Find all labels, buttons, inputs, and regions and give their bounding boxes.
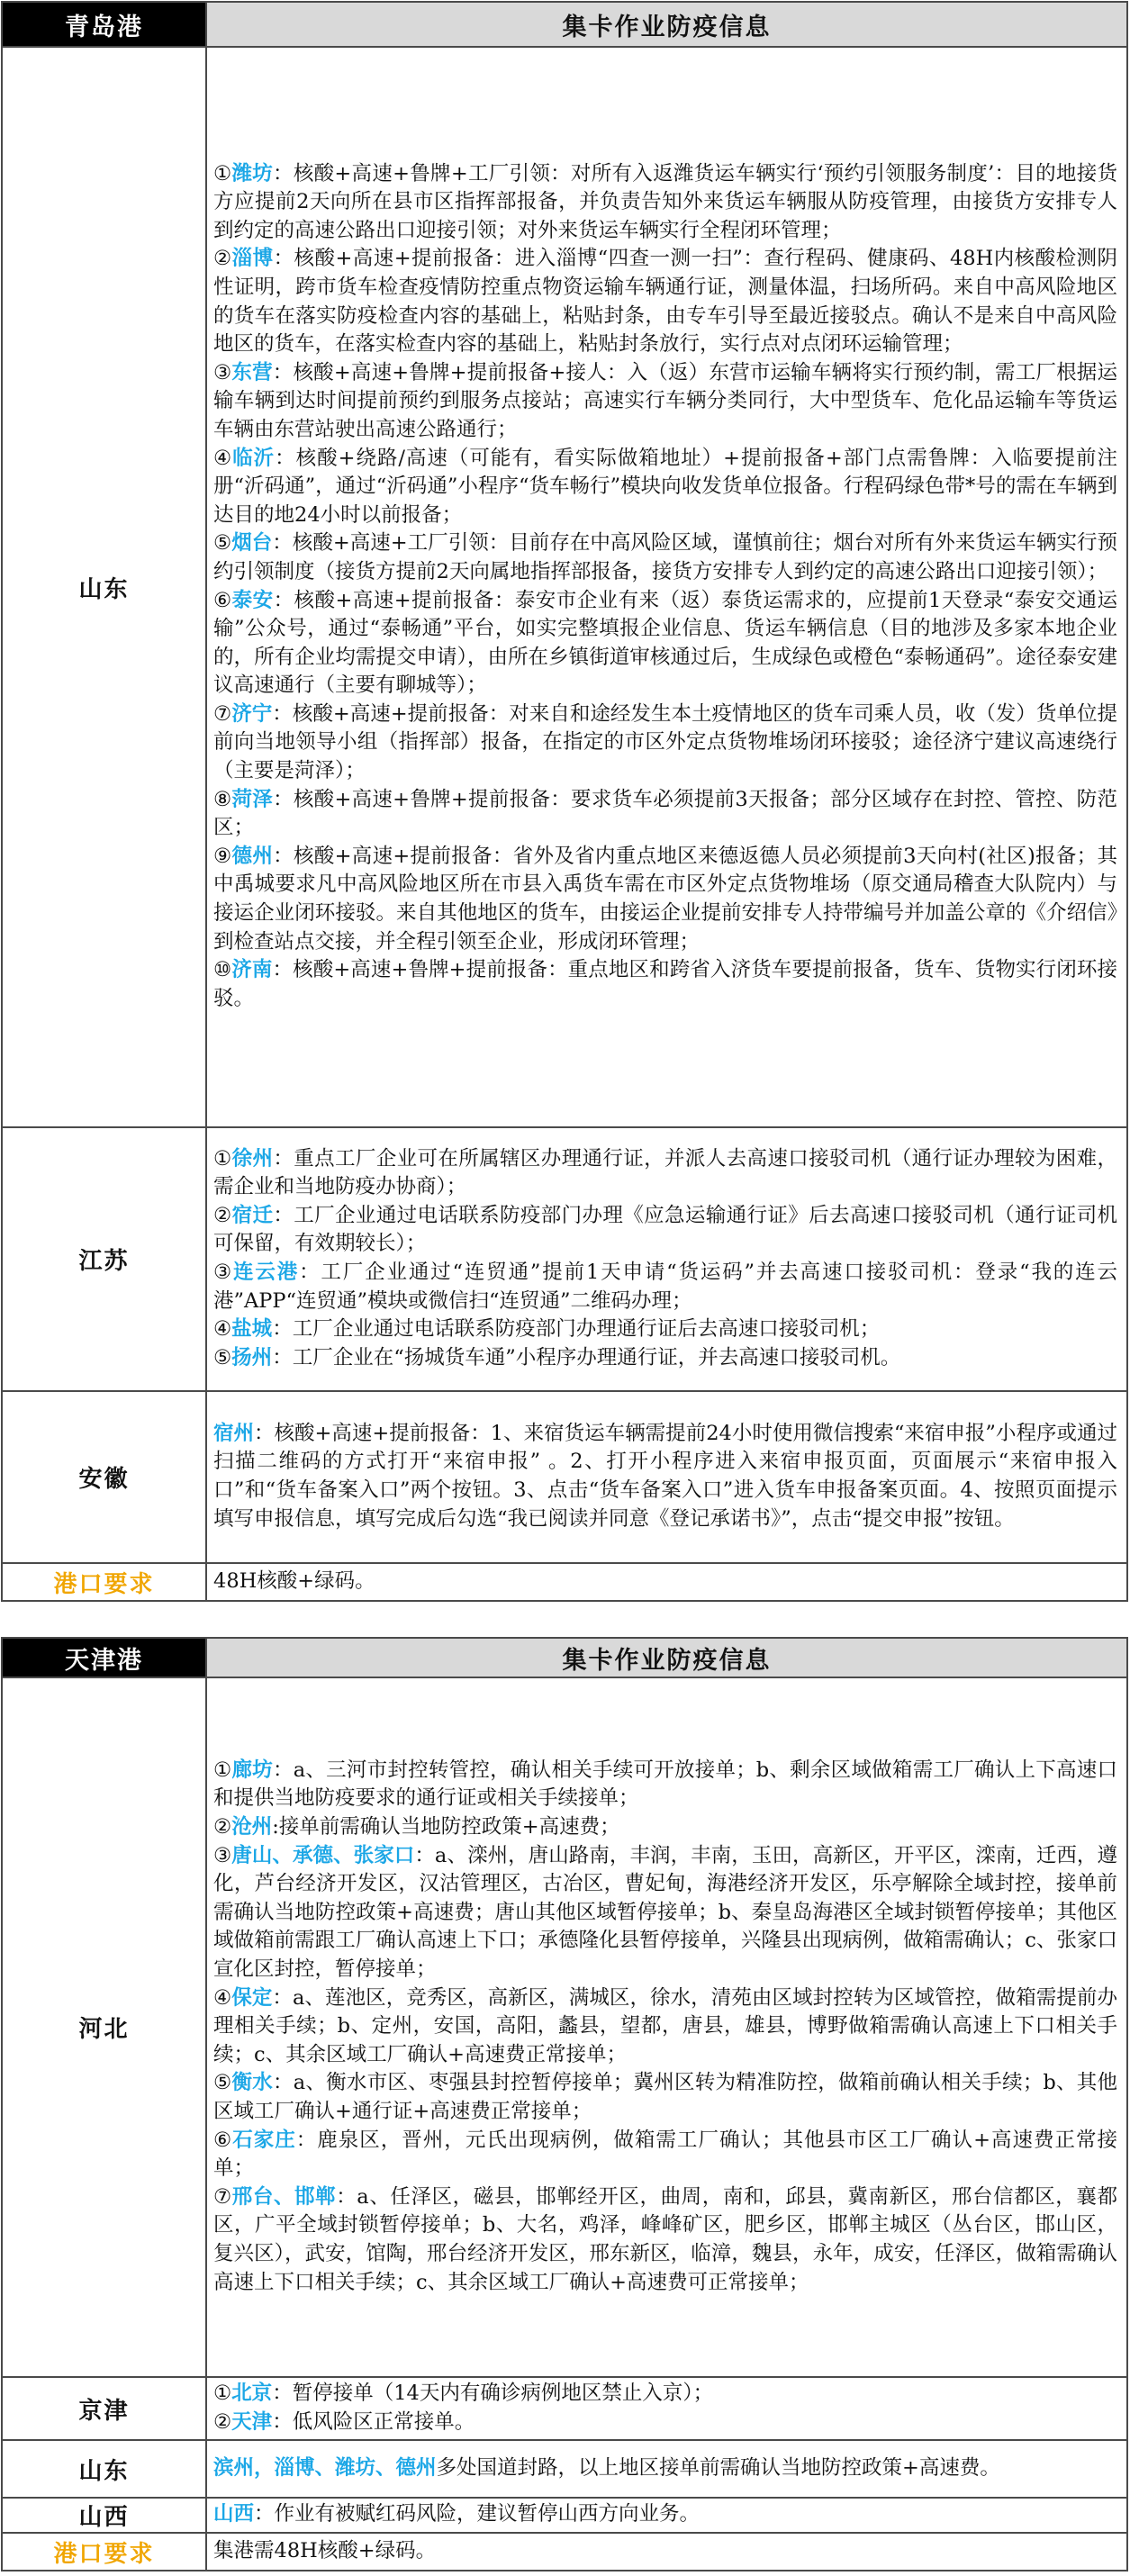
item-number: ② bbox=[213, 1203, 232, 1227]
item-text: ：核酸+绕路/高速（可能有，看实际做箱地址）+提前报备+部门点需鲁牌：入临要提前注册“沂码通”，通过“沂码通”小程序“货车畅行”模块向收发货单位报备。行程码绿色带*号的需在车辆到达目的地24小时以前报备； bbox=[213, 446, 1117, 527]
region-name: 江苏 bbox=[2, 1127, 206, 1391]
region-row bbox=[2, 2377, 1127, 2440]
region-item bbox=[213, 1344, 1117, 1373]
item-number: ① bbox=[213, 2382, 232, 2405]
region-item bbox=[213, 2380, 1117, 2409]
region-item bbox=[213, 2183, 1117, 2297]
item-number: ④ bbox=[213, 1317, 232, 1342]
city-name: 烟台 bbox=[231, 531, 273, 556]
city-name: 济南 bbox=[231, 958, 273, 982]
item-text: ：a、滦州，唐山路南，丰润，丰南，玉田，高新区，开平区，滦南，迁西，遵化，芦台经济开发区，汉沽管理区，古冶区，曹妃甸，海港经济开发区，乐亭解除全域封控，接单前需确认当地防控政策+高速费；唐山其他区域暂停接单；b、秦皇岛海港区全域封锁暂停接单；其他区域做箱前需跟工厂确认高速上下口；承德隆化县暂停接单，兴隆县出现病例，做箱需确认；c、张家口宣化区封控，暂停接单； bbox=[213, 1843, 1117, 1982]
region-item bbox=[213, 1813, 1117, 1842]
item-text: ：工厂企业通过电话联系防疫部门办理《应急运输通行证》后去高速口接驳司机（通行证司机可保留，有效期较长）； bbox=[213, 1203, 1117, 1256]
city-name: 衡水 bbox=[231, 2071, 273, 2095]
item-number: ② bbox=[213, 2409, 232, 2434]
item-number: ⑤ bbox=[213, 2071, 232, 2095]
port-requirement-row bbox=[2, 2533, 1127, 2571]
city-name: 石家庄 bbox=[232, 2128, 296, 2152]
item-text: ：工厂企业通过电话联系防疫部门办理通行证后去高速口接驳司机； bbox=[272, 1317, 881, 1342]
item-number: ③ bbox=[213, 1843, 232, 1867]
region-content bbox=[206, 1677, 1127, 2377]
city-name: 唐山、承德、张家口 bbox=[231, 1843, 415, 1867]
city-name: 宿州 bbox=[213, 1421, 255, 1445]
item-text: ：工厂企业通过“连贸通”提前1天申请“货运码”并去高速口接驳司机：登录“我的连云港”APP“连贸通”模块或微信扫“连贸通”二维码办理； bbox=[213, 1261, 1117, 1313]
section2-header-row bbox=[2, 1638, 1127, 1677]
item-number: ② bbox=[213, 1815, 232, 1839]
item-text: 多处国道封路，以上地区接单前需确认当地防控政策+高速费。 bbox=[436, 2455, 1000, 2480]
region-item bbox=[213, 529, 1117, 586]
region-item bbox=[213, 1757, 1117, 1813]
region-item bbox=[213, 587, 1117, 700]
item-number: ④ bbox=[213, 446, 233, 470]
region-name: 河北 bbox=[2, 1677, 206, 2377]
region-item bbox=[213, 700, 1117, 786]
region-item bbox=[213, 1202, 1117, 1259]
region-content bbox=[206, 2377, 1127, 2440]
city-name: 保定 bbox=[231, 1985, 273, 2010]
item-number: ⑤ bbox=[213, 1345, 232, 1369]
section2-table bbox=[1, 1637, 1128, 2571]
region-item bbox=[213, 445, 1117, 530]
city-name: 扬州 bbox=[231, 1345, 273, 1369]
region-row bbox=[2, 1391, 1127, 1563]
region-item bbox=[213, 2454, 1117, 2483]
item-number: ⑤ bbox=[213, 531, 232, 556]
region-item bbox=[213, 2069, 1117, 2126]
item-text: ：重点工厂企业可在所属辖区办理通行证，并派人去高速口接驳司机（通行证办理较为困难，需企业和当地防疫办协商）； bbox=[213, 1146, 1117, 1199]
city-name: 滨州，淄博、潍坊、德州 bbox=[213, 2455, 437, 2480]
region-item bbox=[213, 843, 1117, 956]
city-name: 北京 bbox=[231, 2382, 273, 2405]
item-text: ：a、任泽区，磁县，邯郸经开区，曲周，南和，邱县，冀南新区，邢台信都区，襄都区，广平全域封锁暂停接单；b、大名，鸡泽，峰峰矿区，肥乡区，邯郸主城区（丛台区，邯山区，复兴区），武安，馆陶，邢台经济开发区，邢东新区，临漳，魏县，永年，成安，任泽区，做箱需确认高速上下口相关手续；c、其余区域工厂确认+高速费可正常接单； bbox=[213, 2184, 1117, 2294]
region-name: 京津 bbox=[2, 2377, 206, 2440]
region-item bbox=[213, 1145, 1117, 1202]
city-name: 天津 bbox=[231, 2409, 273, 2434]
region-item bbox=[213, 2500, 1117, 2529]
item-text: ：鹿泉区，晋州，元氏出现病例，做箱需工厂确认；其他县市区工厂确认+高速费正常接单； bbox=[213, 2128, 1117, 2181]
region-item bbox=[213, 359, 1117, 445]
item-text: ：核酸+高速+提前报备：泰安市企业有来（返）泰货运需求的，应提前1天登录“泰安交通运输”公众号，通过“泰畅通”平台，如实完整填报企业信息、货运车辆信息（目的地涉及多家本地企业的，所有企业均需提交申请），由所在乡镇街道审核通过后，生成绿色或橙色“泰畅通码”。途径泰安建议高速通行（主要有聊城等）； bbox=[213, 588, 1118, 698]
item-text: ：作业有被赋红码风险，建议暂停山西方向业务。 bbox=[254, 2502, 701, 2526]
item-text: ：暂停接单（14天内有确诊病例地区禁止入京）； bbox=[272, 2382, 714, 2405]
city-name: 临沂 bbox=[232, 446, 276, 470]
section-title: 集卡作业防疫信息 bbox=[206, 2, 1127, 47]
region-item bbox=[213, 956, 1117, 1013]
region-item bbox=[213, 245, 1117, 358]
section-title: 集卡作业防疫信息 bbox=[206, 1638, 1127, 1677]
region-content bbox=[206, 1127, 1127, 1391]
item-text: ：核酸+高速+工厂引领：目前存在中高风险区域，谨慎前往；烟台对所有外来货运车辆实行预约引领制度（接货方提前2天向属地指挥部报备，接货方安排专人到约定的高速公路出口迎接引领）； bbox=[213, 531, 1117, 583]
region-name: 山东 bbox=[2, 2440, 206, 2498]
region-item bbox=[213, 160, 1117, 246]
port-requirement: 48H核酸+绿码。 bbox=[206, 1563, 1127, 1601]
item-text: ：核酸+高速+提前报备：进入淄博“四查一测一扫”：查行程码、健康码、48H内核酸检测阴性证明，跨市货车检查疫情防控重点物资运输车辆通行证，测量体温，扫场所码。来自中高风险地区的货车在落实防疫检查内容的基础上，粘贴封条，由专车引导至最近接驳点。确认不是来自中高风险地区的货车，在落实检查内容的基础上，粘贴封条放行，实行点对点闭环运输管理； bbox=[213, 247, 1118, 357]
region-content bbox=[206, 1391, 1127, 1563]
city-name: 菏泽 bbox=[231, 787, 274, 811]
item-number: ⑥ bbox=[213, 2128, 233, 2152]
item-number: ① bbox=[213, 161, 232, 185]
region-item bbox=[213, 786, 1117, 843]
item-text: ：核酸+高速+鲁牌+提前报备+接人：入（返）东营市运输车辆将实行预约制，需工厂根据运输车辆到达时间提前预约到服务点接站；高速实行车辆分类同行，大中型货车、危化品运输车等货运车辆由东营站驶出高速公路通行； bbox=[213, 360, 1117, 441]
item-text: ：a、三河市封控转管控，确认相关手续可开放接单；b、剩余区域做箱需工厂确认上下高速口和提供当地防疫要求的通行证或相关手续接单； bbox=[213, 1758, 1117, 1811]
item-text: ：核酸+高速+提前报备：省外及省内重点地区来德返德人员必须提前3天向村(社区)报备；其中禹城要求凡中高风险地区所在市县入禹货车需在市区外定点货物堆场（原交通局稽查大队院内）与接运企业闭环接驳。来自其他地区的货车，由接运企业提前安排专人持带编号并加盖公章的《介绍信》到检查站点交接，并全程引领至企业，形成闭环管理； bbox=[213, 844, 1117, 954]
item-text: ：核酸+高速+鲁牌+工厂引领：对所有入返潍货运车辆实行‘预约引领服务制度’：目的地接货方应提前2天向所在县市区指挥部报备，并负责告知外来货运车辆服从防疫管理，由接货方安排专人到约定的高速公路出口迎接引领；对外来货运车辆实行全程闭环管理； bbox=[213, 161, 1117, 242]
city-name: 连云港 bbox=[233, 1261, 300, 1284]
city-name: 济宁 bbox=[231, 701, 273, 726]
item-text: ：核酸+高速+鲁牌+提前报备：要求货车必须提前3天报备；部分区域存在封控、管控、防范区； bbox=[213, 787, 1117, 840]
item-text: ：核酸+高速+鲁牌+提前报备：重点地区和跨省入济货车要提前报备，货车、货物实行闭环接驳。 bbox=[213, 958, 1117, 1010]
item-number: ① bbox=[213, 1758, 232, 1782]
region-name: 安徽 bbox=[2, 1391, 206, 1563]
port-requirement-label: 港口要求 bbox=[2, 1563, 206, 1601]
port-requirement-label: 港口要求 bbox=[2, 2533, 206, 2571]
item-text: ：a、莲池区，竞秀区，高新区，满城区，徐水，清苑由区域封控转为区域管控，做箱需提前办理相关手续；b、定州，安国，高阳，蠡县，望都，唐县，雄县，博野做箱需确认高速上下口相关手续；c、其余区域工厂确认+高速费正常接单； bbox=[213, 1985, 1118, 2066]
region-row bbox=[2, 1677, 1127, 2377]
city-name: 沧州 bbox=[231, 1815, 273, 1839]
item-number: ⑩ bbox=[213, 958, 232, 982]
item-text: ：工厂企业在“扬城货车通”小程序办理通行证，并去高速口接驳司机。 bbox=[272, 1345, 901, 1369]
region-item bbox=[213, 1984, 1117, 2070]
city-name: 淄博 bbox=[231, 247, 274, 271]
region-item bbox=[213, 2127, 1117, 2183]
item-number: ③ bbox=[213, 360, 232, 384]
item-number: ③ bbox=[213, 1261, 234, 1284]
region-item bbox=[213, 1842, 1117, 1984]
city-name: 盐城 bbox=[231, 1317, 273, 1342]
city-name: 邢台、邯郸 bbox=[231, 2184, 337, 2209]
item-number: ④ bbox=[213, 1985, 232, 2010]
city-name: 德州 bbox=[231, 844, 274, 868]
item-number: ⑦ bbox=[213, 701, 232, 726]
region-item bbox=[213, 2409, 1117, 2437]
section1-table bbox=[1, 1, 1128, 1602]
item-text: ：核酸+高速+提前报备：1、来宿货运车辆需提前24小时使用微信搜索“来宿申报”小程序或通过扫描二维码的方式打开“来宿申报” 。2、打开小程序进入来宿申报页面，页面展示“来宿申报入口”和“货车备案入口”两个按钮。3、点击“货车备案入口”进入货车申报备案页面。4、按照页面提示填写申报信息，填写完成后勾选“我已阅读并同意《登记承诺书》”，点击“提交申报”按钮。 bbox=[213, 1421, 1117, 1531]
city-name: 宿迁 bbox=[231, 1203, 274, 1227]
region-name: 山东 bbox=[2, 47, 206, 1127]
item-number: ⑧ bbox=[213, 787, 232, 811]
region-item bbox=[213, 1420, 1117, 1533]
item-number: ⑦ bbox=[213, 2184, 232, 2209]
city-name: 潍坊 bbox=[231, 161, 274, 185]
city-name: 泰安 bbox=[231, 588, 274, 612]
item-number: ⑨ bbox=[213, 844, 232, 868]
city-name: 廊坊 bbox=[231, 1758, 273, 1782]
city-name: 山西 bbox=[213, 2502, 255, 2526]
item-text: ：核酸+高速+提前报备：对来自和途经发生本土疫情地区的货车司乘人员，收（发）货单位提前向当地领导小组（指挥部）报备，在指定的市区外定点货物堆场闭环接驳；途径济宁建议高速绕行（主要是菏泽）； bbox=[213, 701, 1117, 783]
region-item bbox=[213, 1315, 1117, 1344]
region-row bbox=[2, 2498, 1127, 2533]
city-name: 徐州 bbox=[231, 1146, 274, 1170]
port-name: 青岛港 bbox=[2, 2, 206, 47]
region-content bbox=[206, 2498, 1127, 2533]
city-name: 东营 bbox=[231, 360, 273, 384]
item-number: ② bbox=[213, 247, 232, 271]
port-name: 天津港 bbox=[2, 1638, 206, 1677]
item-text: ：低风险区正常接单。 bbox=[272, 2409, 475, 2434]
section1-header-row bbox=[2, 2, 1127, 47]
region-content bbox=[206, 2440, 1127, 2498]
item-number: ① bbox=[213, 1146, 232, 1170]
region-name: 山西 bbox=[2, 2498, 206, 2533]
item-number: ⑥ bbox=[213, 588, 232, 612]
item-text: :接单前需确认当地防控政策+高速费； bbox=[272, 1815, 620, 1839]
port-requirement-row bbox=[2, 1563, 1127, 1601]
region-item bbox=[213, 1259, 1117, 1315]
region-row bbox=[2, 47, 1127, 1127]
port-requirement: 集港需48H核酸+绿码。 bbox=[206, 2533, 1127, 2571]
region-row bbox=[2, 2440, 1127, 2498]
region-row bbox=[2, 1127, 1127, 1391]
region-content bbox=[206, 47, 1127, 1127]
item-text: ：a、衡水市区、枣强县封控暂停接单；冀州区转为精准防控，做箱前确认相关手续；b、其他区域工厂确认+通行证+高速费正常接单； bbox=[213, 2071, 1117, 2123]
